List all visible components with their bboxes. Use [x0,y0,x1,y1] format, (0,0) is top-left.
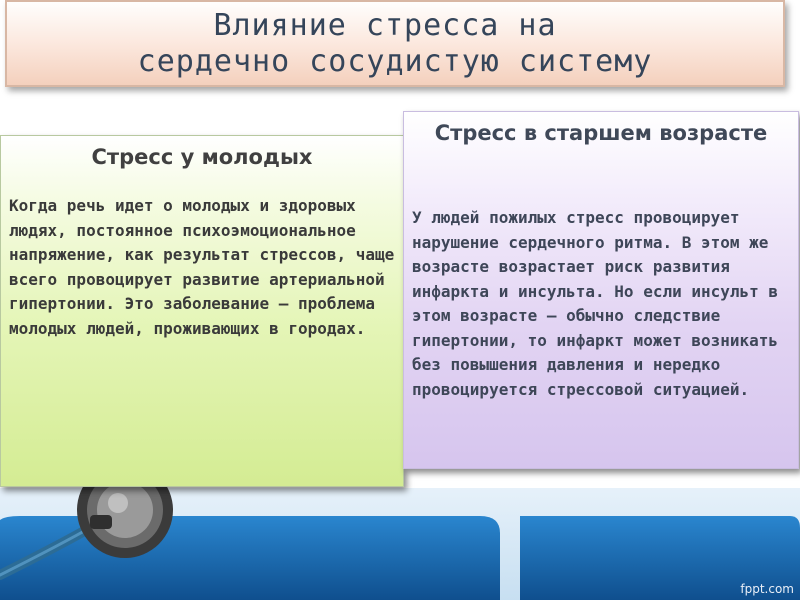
young-stress-card [0,135,404,487]
page-title-line-2: сердечно сосудистую систему [137,43,653,79]
young-stress-heading: Стресс у молодых [91,145,313,169]
title-banner [5,0,785,87]
elderly-stress-card [403,111,799,469]
elderly-stress-text: У людей пожилых стресс провоцирует нарушение сердечного ритма. В этом же возрасте возрастает риск развития инфаркта и инсульта. Но если инсульт в этом возрасте – обычно следствие гипертонии, то инфаркт может возникать без повышения давления и нередко провоцируется стрессовой ситуацией. [412,208,779,399]
elderly-stress-heading: Стресс в старшем возрасте [434,121,768,145]
young-stress-text: Когда речь идет о молодых и здоровых людях, постоянное психоэмоциональное напряжение, как результат стрессов, чаще всего провоцирует развитие артериальной гипертонии. Это заболевание – проблема молодых людей, проживающих в городах. [9,196,395,338]
page-title-line-1: Влияние стресса на [213,7,557,43]
watermark-text: fppt.com [740,582,794,596]
